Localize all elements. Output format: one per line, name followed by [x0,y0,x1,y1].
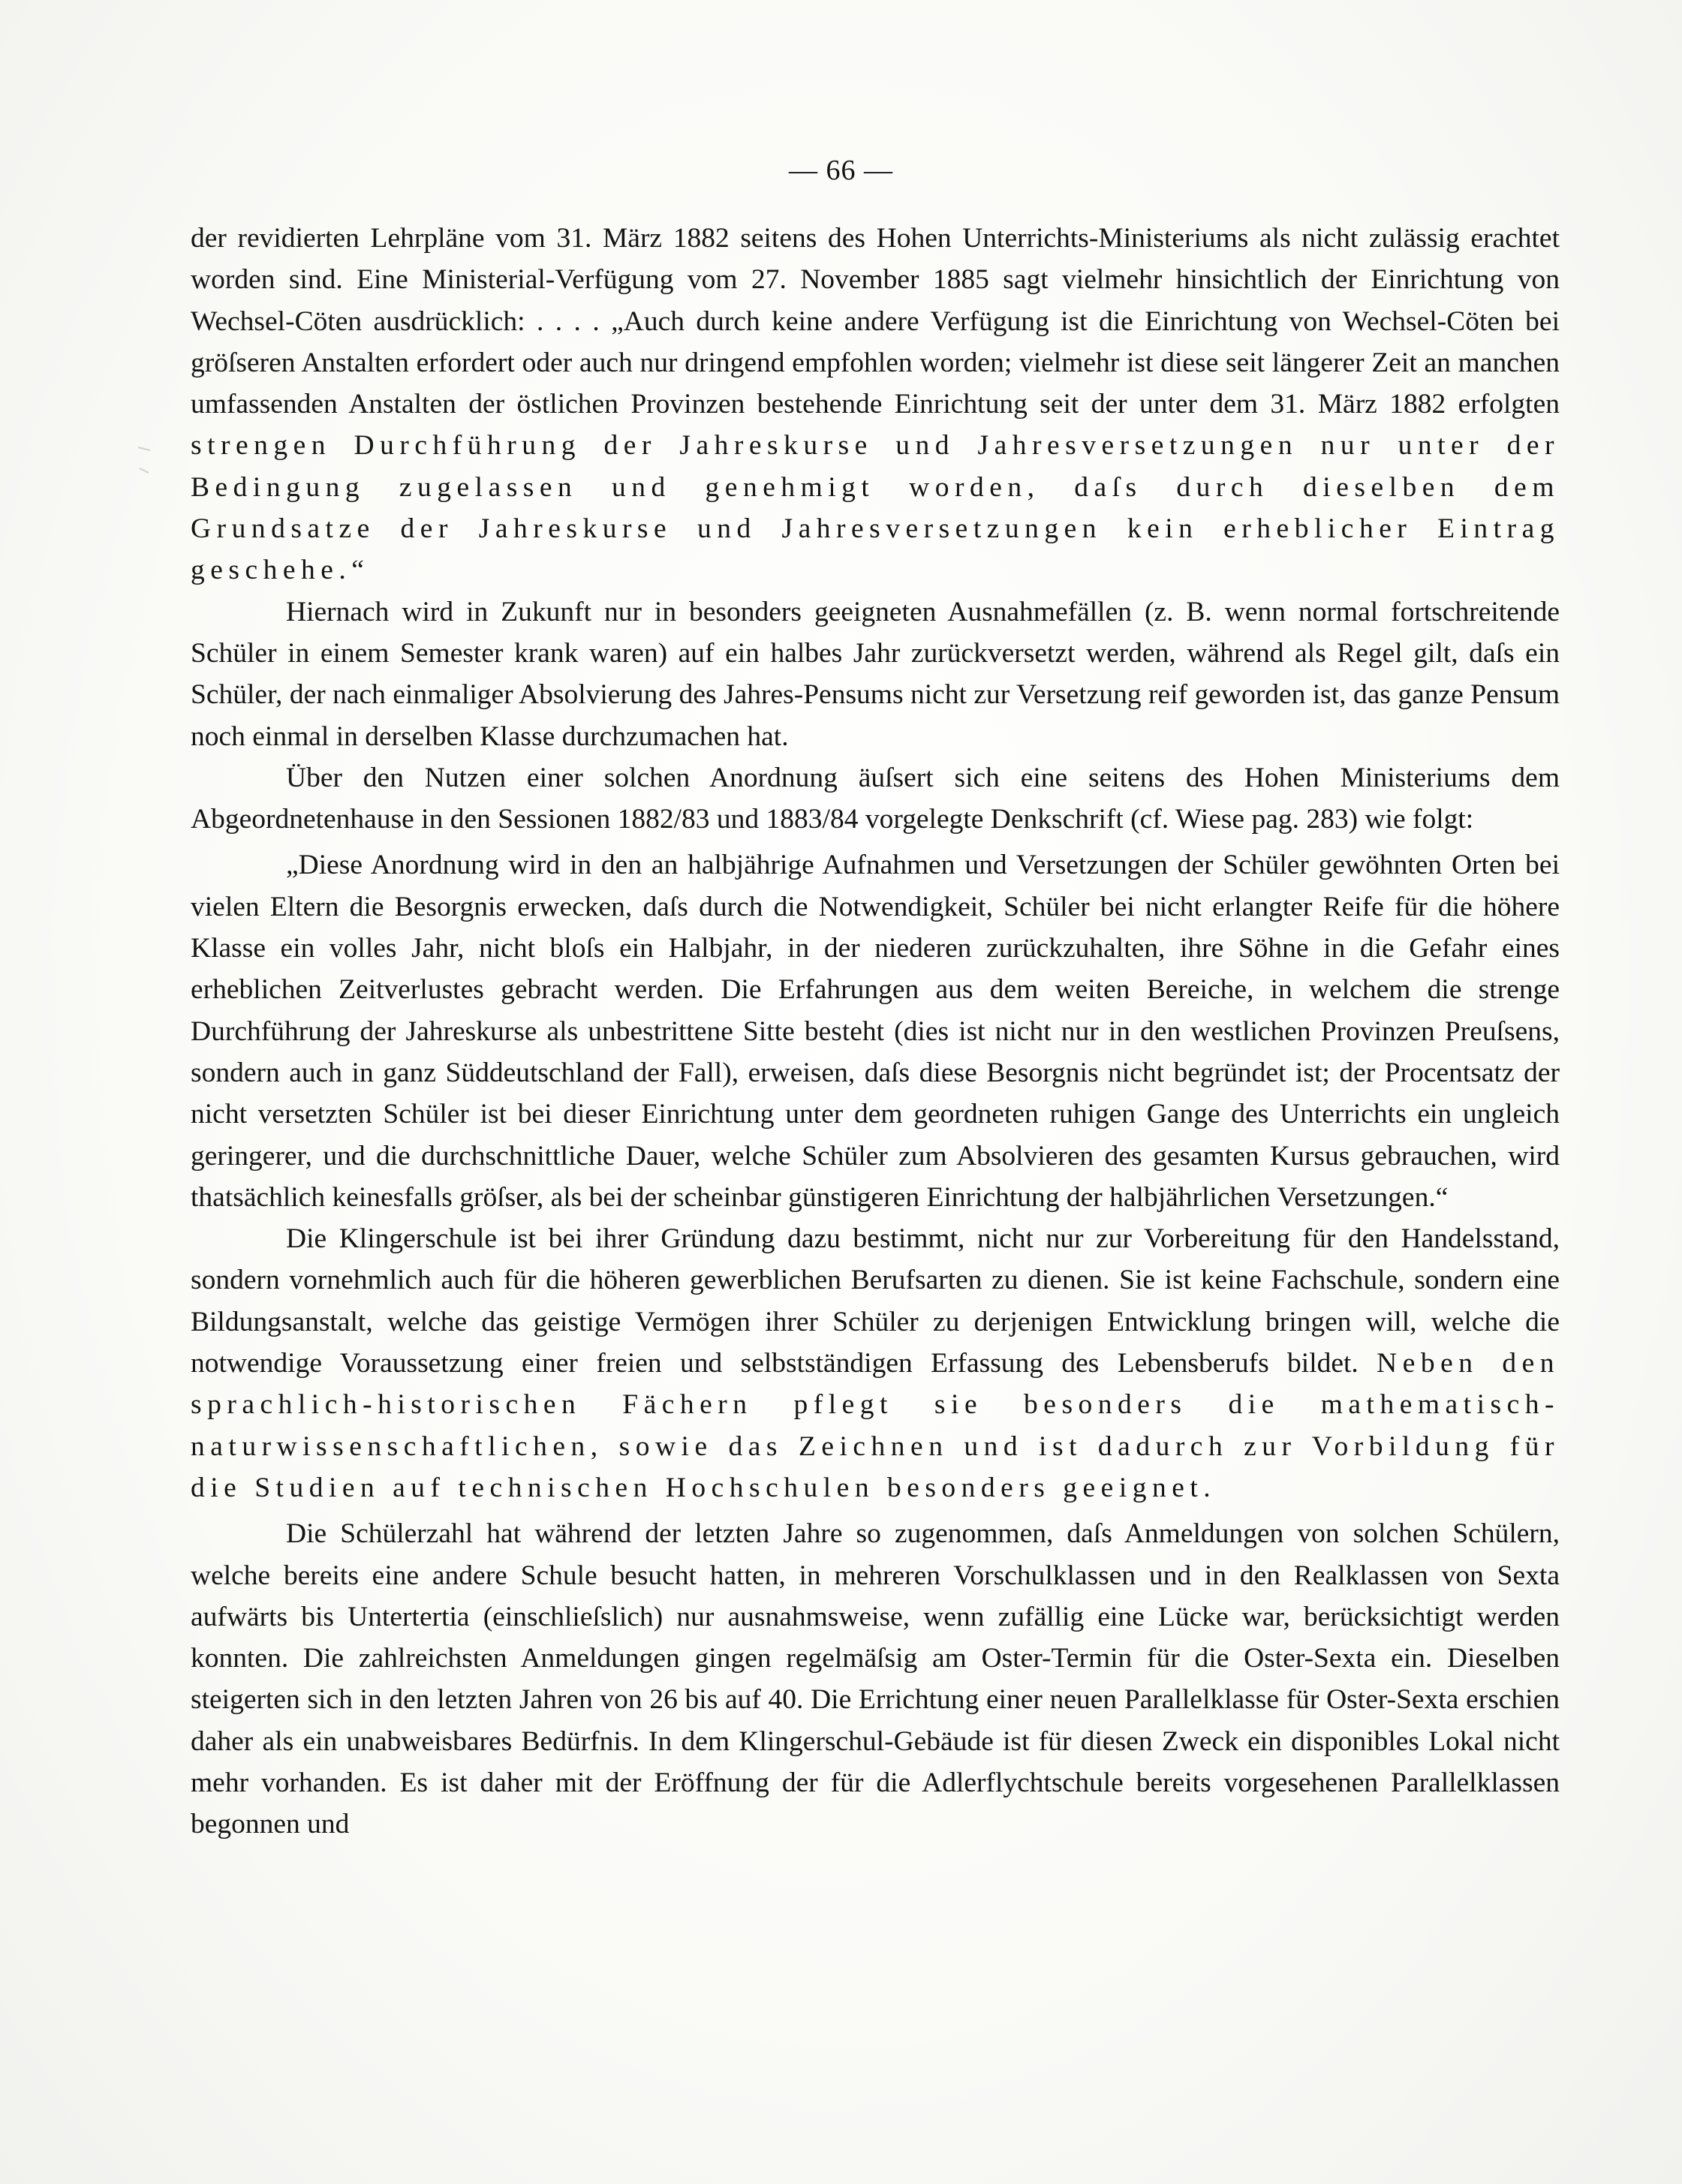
text-run: “ [351,555,364,586]
margin-mark [135,443,153,480]
paragraph [191,1218,1560,1509]
text-run: „Diese Anordnung wird in den an halbjährige Aufnahmen und Versetzungen der Schüler gewöhnten Orten bei vielen Eltern die Besorgnis erwecken, daſs durch die Notwendigkeit, Schüler bei nicht erlangter Reife für die höhere Klasse ein volles Jahr, nicht bloſs ein Halbjahr, in der niederen zurückzuhalten, ihre Söhne in die Gefahr eines erheblichen Zeitverlustes gebracht werden. Die Erfahrungen aus dem weiten Bereiche, in welchem die strenge Durchführung der Jahreskurse als unbestrittene Sitte besteht (dies ist nicht nur in den westlichen Provinzen Preuſsens, sondern auch in ganz Süddeutschland der Fall), erweisen, daſs diese Besorgnis nicht begründet ist; der Procentsatz der nicht versetzten Schüler ist bei dieser Einrichtung unter dem geordneten ruhigen Gange des Unterrichts ein ungleich geringerer, und die durchschnittliche Dauer, welche Schüler zum Absolvieren des gesamten Kursus gebrauchen, wird thatsächlich keinesfalls gröſser, als bei der scheinbar günstigeren Einrichtung der halbjährlichen Versetzungen.“ [191,850,1560,1213]
spaced-emphasis: strengen Durchführung der Jahreskurse und Jahresversetzungen nur unter der Bedingung zugelassen und genehmigt worden, daſs durch dieselben dem Grundsatze der Jahreskurse und Jahresversetzungen kein erheblicher Eintrag geschehe. [191,430,1560,586]
paragraph [191,218,1560,591]
text-run: Die Klingerschule ist bei ihrer Gründung dazu bestimmt, nicht nur zur Vorbereitung für den Handelsstand, sondern vornehmlich auch für die höheren gewerblichen Berufsarten zu dienen. Sie ist keine Fachschule, sondern eine Bildungsanstalt, welche das geistige Vermögen ihrer Schüler zu derjenigen Entwicklung bringen will, welche die notwendige Voraussetzung einer freien und selbstständigen Erfassung des Lebensberufs bildet. [191,1223,1560,1379]
paragraph [191,591,1560,757]
text-run: Über den Nutzen einer solchen Anordnung äuſsert sich eine seitens des Hohen Ministeriums dem Abgeordnetenhause in den Sessionen 1882/83 und 1883/84 vorgelegte Denkschrift (cf. Wiese pag. 283) wie folgt: [191,762,1560,835]
paragraph [191,1513,1560,1845]
block-quote [191,844,1560,1218]
body-text [191,218,1560,1846]
text-run: Hiernach wird in Zukunft nur in besonders geeigneten Ausnahmefällen (z. B. wenn normal fortschreitende Schüler in einem Semester krank waren) auf ein halbes Jahr zurückversetzt werden, während als Regel gilt, daſs ein Schüler, der nach einmaliger Absolvierung des Jahres-Pensums nicht zur Versetzung reif geworden ist, das ganze Pensum noch einmal in derselben Klasse durchzumachen hat. [191,596,1560,752]
text-run: der revidierten Lehrpläne vom 31. März 1882 seitens des Hohen Unterrichts-Ministeriums als nicht zulässig erachtet worden sind. Eine Ministerial-Verfügung vom 27. November 1885 sagt vielmehr hinsichtlich der Einrichtung von Wechsel-Cöten ausdrücklich: . . . . „Auch durch keine andere Verfügung ist die Einrichtung von Wechsel-Cöten bei gröſseren Anstalten erfordert oder auch nur dringend empfohlen worden; vielmehr ist diese seit längerer Zeit an manchen umfassenden Anstalten der östlichen Provinzen bestehende Einrichtung seit der unter dem 31. März 1882 erfolgten [191,223,1560,420]
page-number: — 66 — [789,155,893,186]
text-run: Die Schülerzahl hat während der letzten Jahre so zugenommen, daſs Anmeldungen von solchen Schülern, welche bereits eine andere Schule besucht hatten, in mehreren Vorschulklassen und in den Realklassen von Sexta aufwärts bis Untertertia (einschlieſslich) nur ausnahmsweise, wenn zufällig eine Lücke war, berücksichtigt werden konnten. Die zahlreichsten Anmeldungen gingen regelmäſsig am Oster-Termin für die Oster-Sexta ein. Dieselben steigerten sich in den letzten Jahren von 26 bis auf 40. Die Errichtung einer neuen Parallelklasse für Oster-Sexta erschien daher als ein unabweisbares Bedürfnis. In dem Klingerschul-Gebäude ist für diesen Zweck ein disponibles Lokal nicht mehr vorhanden. Es ist daher mit der Eröffnung der für die Adlerflychtschule bereits vorgesehenen Parallelklassen begonnen und [191,1518,1560,1840]
paragraph [191,757,1560,841]
spaced-emphasis: Neben den sprachlich-historischen Fächern pflegt sie besonders die mathematisch-naturwissenschaftlichen, sowie das Zeichnen und ist dadurch zur Vorbildung für die Studien auf technischen Hochschulen besonders geeignet. [191,1348,1560,1503]
